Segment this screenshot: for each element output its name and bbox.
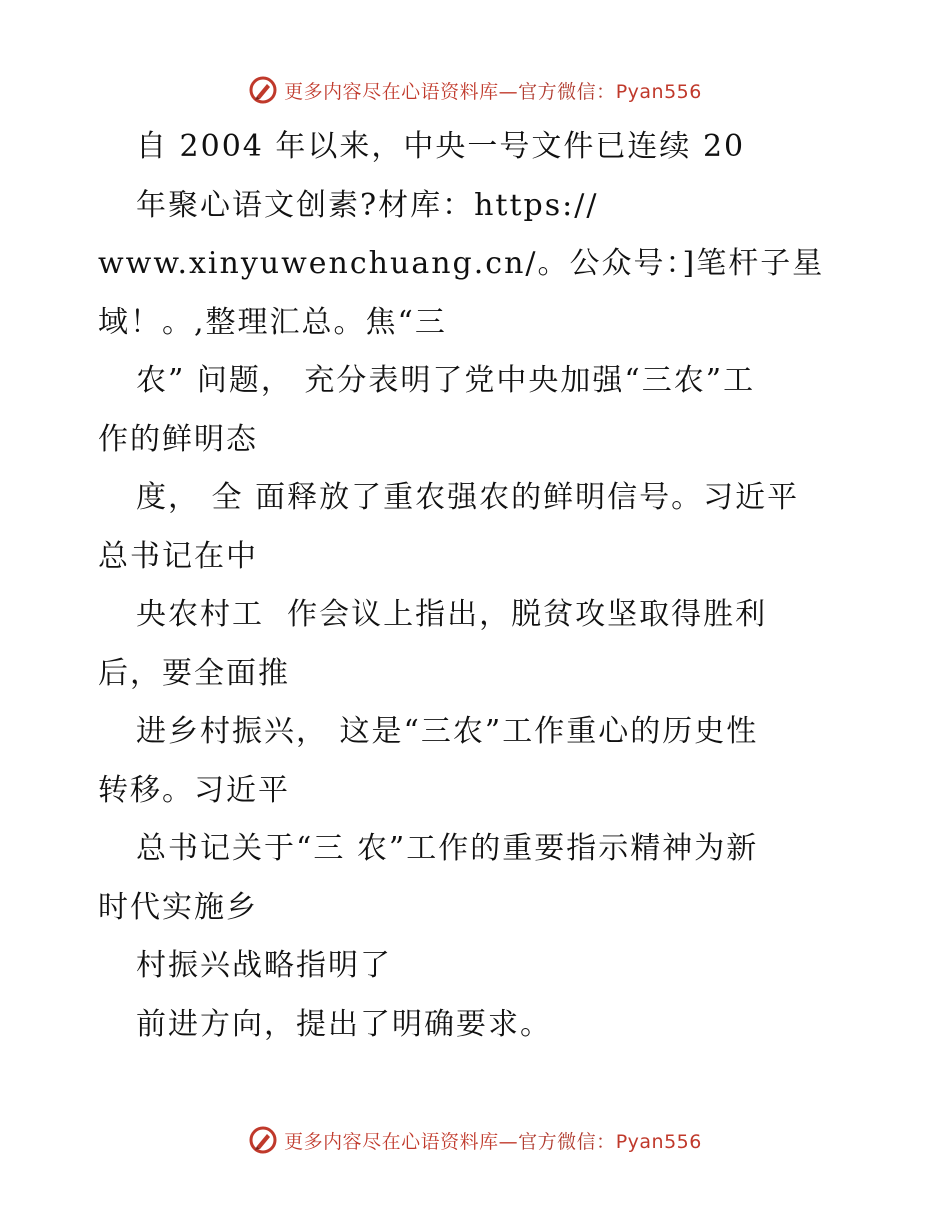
body-line: 自 2004 年以来，中央一号文件已连续 20	[136, 129, 746, 164]
body-line: 前进方向，提出了明确要求。	[136, 1006, 552, 1042]
body-line: 总书记在中	[98, 538, 258, 574]
pen-logo-icon	[248, 1125, 278, 1155]
body-line: 时代实施乡	[98, 889, 258, 925]
pen-logo-icon	[248, 75, 278, 105]
footer-wechat-id: Pyan556	[615, 1130, 702, 1153]
footer-banner	[0, 1120, 950, 1160]
body-line: 总书记关于“三 农”工作的重要指示精神为新	[136, 831, 759, 866]
body-line: 农” 问题， 充分表明了党中央加强“三农”工	[136, 363, 756, 398]
header-wechat-label: 官方微信：	[518, 80, 616, 103]
footer-brand: 更多内容尽在心语资料库	[284, 1130, 499, 1153]
body-line: 年聚心语文创素?材库：https://	[136, 187, 599, 223]
header-brand: 更多内容尽在心语资料库	[284, 80, 499, 103]
body-line: 进乡村振兴， 这是“三农”工作重心的历史性	[136, 714, 759, 749]
header-banner-inner	[248, 75, 702, 105]
body-line: 作的鲜明态	[98, 421, 258, 457]
header-banner	[0, 70, 950, 110]
footer-banner-inner	[248, 1125, 702, 1155]
footer-banner-text	[284, 1127, 702, 1154]
header-banner-text	[284, 77, 702, 104]
document-body	[98, 118, 858, 1054]
body-line: 域！。,整理汇总。焦“三	[98, 304, 447, 340]
body-line: 后，要全面推	[98, 655, 290, 691]
footer-wechat-label: 官方微信：	[518, 1130, 616, 1153]
body-line: 转移。习近平	[98, 772, 290, 808]
header-separator: —	[498, 80, 519, 103]
header-wechat-id: Pyan556	[615, 80, 702, 103]
footer-separator: —	[498, 1130, 519, 1153]
body-line: 村振兴战略指明了	[136, 948, 392, 983]
body-line: 央农村工 作会议上指出，脱贫攻坚取得胜利	[136, 597, 768, 632]
body-line: www.xinyuwenchuang.cn/。公众号：]笔杆子星	[98, 246, 825, 281]
body-line: 度， 全 面释放了重农强农的鲜明信号。习近平	[136, 480, 800, 515]
